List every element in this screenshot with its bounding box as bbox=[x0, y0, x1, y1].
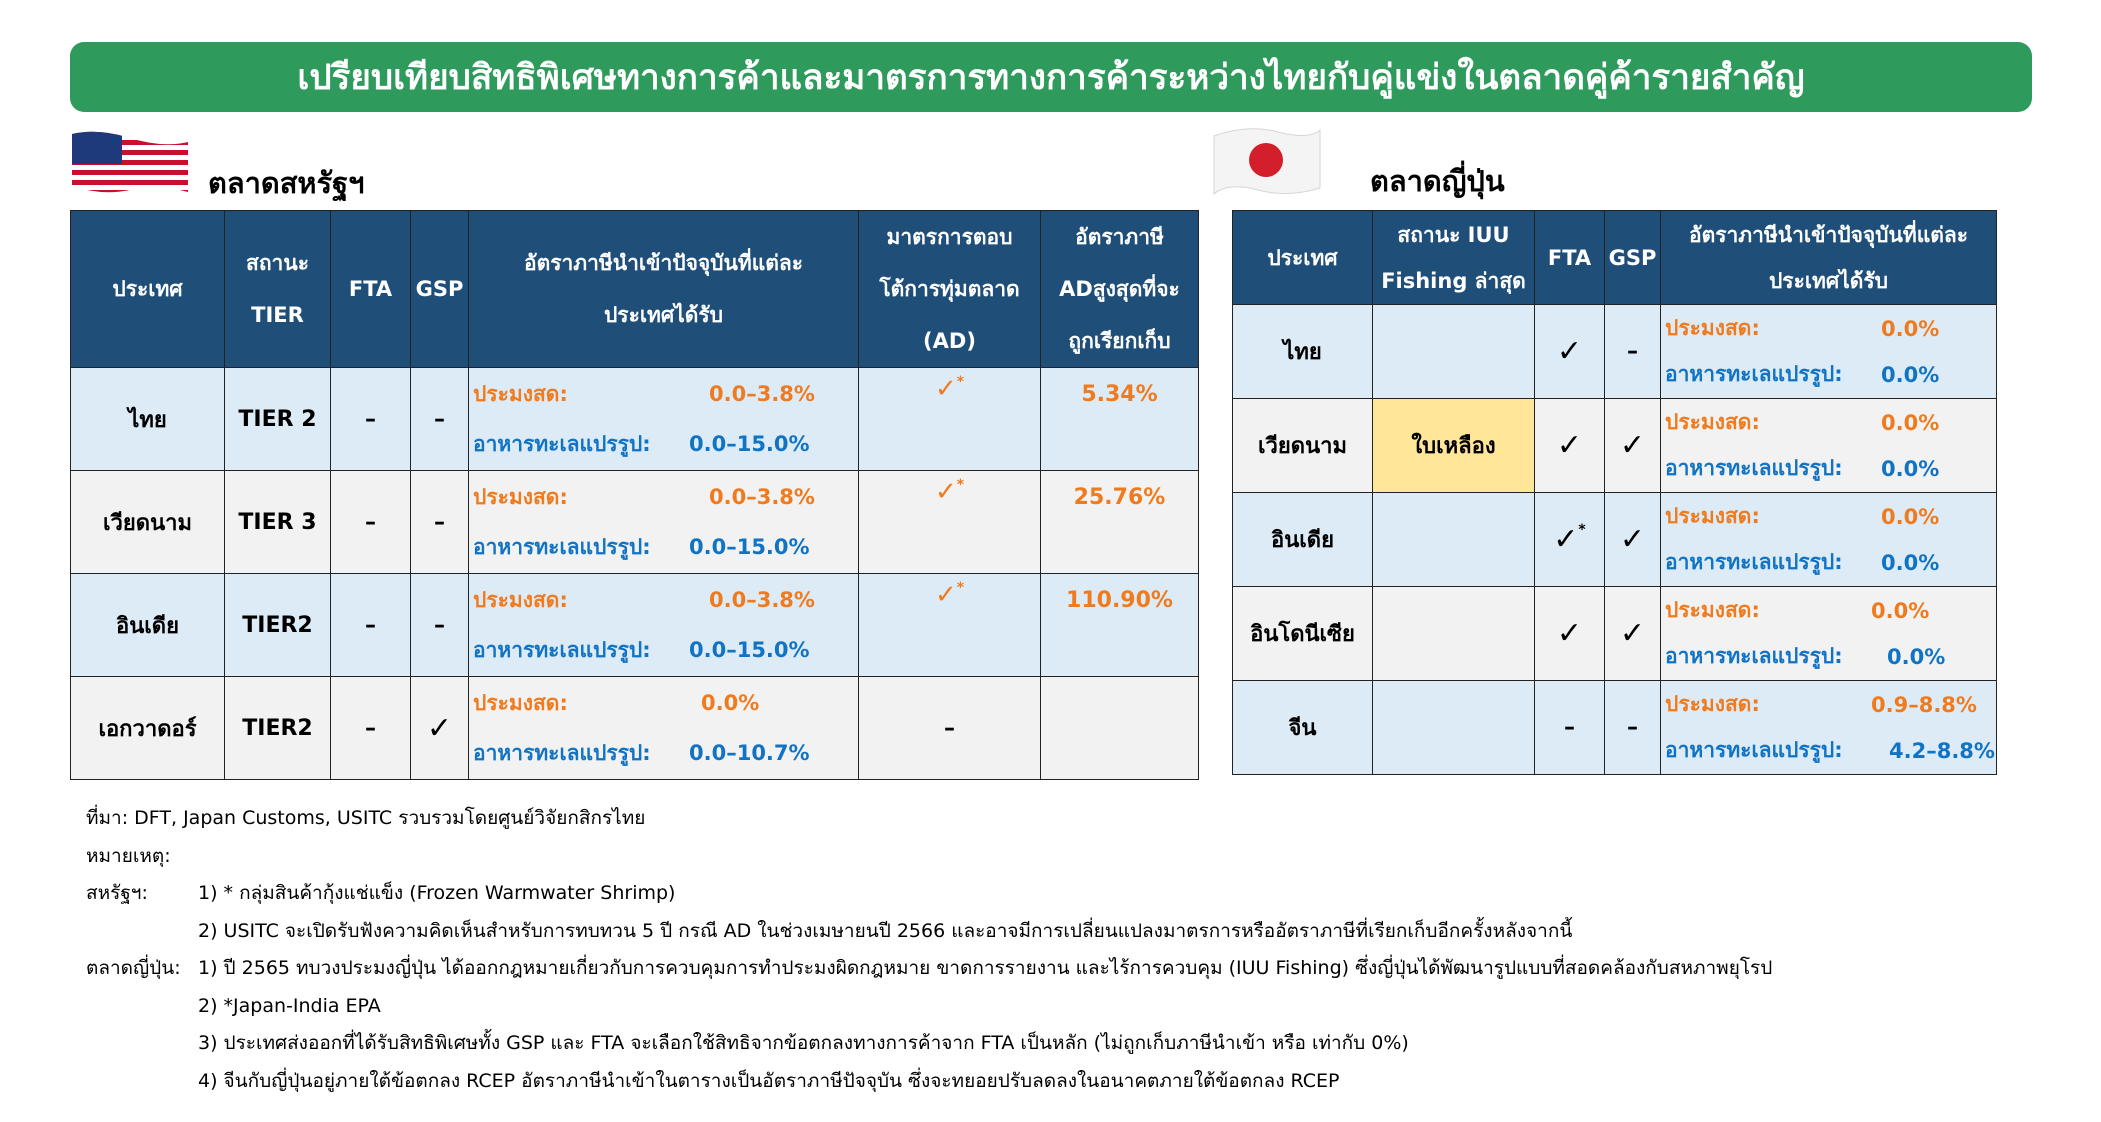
us-note-1: สหรัฐฯ: 1) * กลุ่มสินค้ากุ้งแช่แข็ง (Frozen Warmwater Shrimp) bbox=[86, 882, 676, 904]
country-name: อินเดีย bbox=[1233, 493, 1373, 587]
ad-max-rate: 25.76% bbox=[1041, 471, 1199, 574]
fta-status: – bbox=[331, 471, 411, 574]
fta-status: – bbox=[331, 368, 411, 471]
us-row-thailand bbox=[71, 368, 1199, 471]
fta-status: – bbox=[1535, 681, 1605, 775]
jp-header-fta: FTA bbox=[1535, 211, 1605, 305]
tariff-rates: ประมงสด: 0.0% อาหารทะเลแปรรูป: 0.0–10.7% bbox=[469, 677, 859, 780]
jp-row-china bbox=[1233, 681, 1997, 775]
ad-measure: ✓* bbox=[859, 574, 1041, 677]
jp-header-gsp: GSP bbox=[1605, 211, 1661, 305]
iuu-status bbox=[1373, 681, 1535, 775]
country-name: ไทย bbox=[71, 368, 225, 471]
fta-status: ✓ bbox=[1535, 305, 1605, 399]
us-header-country: ประเทศ bbox=[71, 211, 225, 368]
us-header-fta: FTA bbox=[331, 211, 411, 368]
us-comparison-table bbox=[70, 210, 1199, 780]
jp-row-thailand bbox=[1233, 305, 1997, 399]
fta-status: ✓ bbox=[1535, 399, 1605, 493]
tariff-rates: ประมงสด: 0.0–3.8% อาหารทะเลแปรรูป: 0.0–15.0% bbox=[469, 574, 859, 677]
gsp-status: – bbox=[411, 471, 469, 574]
us-market-title: ตลาดสหรัฐฯ bbox=[208, 166, 365, 200]
footnotes bbox=[86, 800, 1772, 1100]
us-header-rate: อัตราภาษีนำเข้าปัจจุบันที่แต่ละ ประเทศได้รับ bbox=[469, 211, 859, 368]
ad-max-rate: 110.90% bbox=[1041, 574, 1199, 677]
iuu-status: ใบเหลือง bbox=[1373, 399, 1535, 493]
country-name: อินโดนีเซีย bbox=[1233, 587, 1373, 681]
us-row-vietnam bbox=[71, 471, 1199, 574]
jp-note-3: 3) ประเทศส่งออกที่ได้รับสิทธิพิเศษทั้ง GSP และ FTA จะเลือกใช้สิทธิจากข้อตกลงทางการค้าจาก FTA เป็นหลัก (ไม่ถูกเก็บภาษีนำเข้า หรือ เท่ากับ 0%) bbox=[198, 1032, 1409, 1054]
japan-flag-icon bbox=[1208, 122, 1326, 202]
gsp-status: – bbox=[411, 368, 469, 471]
us-header-tier: สถานะ TIER bbox=[225, 211, 331, 368]
gsp-status: ✓ bbox=[1605, 587, 1661, 681]
jp-header-country: ประเทศ bbox=[1233, 211, 1373, 305]
tier-status: TIER 3 bbox=[225, 471, 331, 574]
remark-heading: หมายเหตุ: bbox=[86, 844, 171, 867]
jp-note-4: 4) จีนกับญี่ปุ่นอยู่ภายใต้ข้อตกลง RCEP อัตราภาษีนำเข้าในตารางเป็นอัตราภาษีปัจจุบัน ซึ่งจะทยอยปรับลดลงในอนาคตภายใต้ข้อตกลง RCEP bbox=[198, 1069, 1340, 1092]
fta-status: ✓ bbox=[1535, 587, 1605, 681]
us-row-india bbox=[71, 574, 1199, 677]
jp-note-2: 2) *Japan-India EPA bbox=[198, 994, 381, 1017]
japan-comparison-table bbox=[1232, 210, 1997, 775]
gsp-status: – bbox=[1605, 305, 1661, 399]
us-header-ad: มาตรการตอบ โต้การทุ่มตลาด (AD) bbox=[859, 211, 1041, 368]
source-note: ที่มา: DFT, Japan Customs, USITC รวบรวมโดยศูนย์วิจัยกสิกรไทย bbox=[86, 807, 646, 829]
gsp-status: – bbox=[411, 574, 469, 677]
country-name: เอกวาดอร์ bbox=[71, 677, 225, 780]
fta-status: – bbox=[331, 677, 411, 780]
tariff-rates: ประมงสด: 0.0% อาหารทะเลแปรรูป: 0.0% bbox=[1661, 399, 1997, 493]
country-name: ไทย bbox=[1233, 305, 1373, 399]
us-header-ad-max: อัตราภาษี ADสูงสุดที่จะ ถูกเรียกเก็บ bbox=[1041, 211, 1199, 368]
tier-status: TIER2 bbox=[225, 574, 331, 677]
country-name: อินเดีย bbox=[71, 574, 225, 677]
iuu-status bbox=[1373, 305, 1535, 399]
jp-row-indonesia bbox=[1233, 587, 1997, 681]
ad-measure: – bbox=[859, 677, 1041, 780]
jp-header-iuu: สถานะ IUU Fishing ล่าสุด bbox=[1373, 211, 1535, 305]
ad-max-rate bbox=[1041, 677, 1199, 780]
ad-max-rate: 5.34% bbox=[1041, 368, 1199, 471]
ad-measure: ✓* bbox=[859, 471, 1041, 574]
gsp-status: ✓ bbox=[1605, 493, 1661, 587]
iuu-status bbox=[1373, 587, 1535, 681]
us-header-gsp: GSP bbox=[411, 211, 469, 368]
tier-status: TIER 2 bbox=[225, 368, 331, 471]
tariff-rates: ประมงสด: 0.0–3.8% อาหารทะเลแปรรูป: 0.0–15.0% bbox=[469, 471, 859, 574]
gsp-status: – bbox=[1605, 681, 1661, 775]
jp-row-india bbox=[1233, 493, 1997, 587]
country-name: จีน bbox=[1233, 681, 1373, 775]
country-name: เวียดนาม bbox=[71, 471, 225, 574]
jp-header-rate: อัตราภาษีนำเข้าปัจจุบันที่แต่ละ ประเทศได้รับ bbox=[1661, 211, 1997, 305]
fta-status: ✓* bbox=[1535, 493, 1605, 587]
jp-row-vietnam bbox=[1233, 399, 1997, 493]
page-title: เปรียบเทียบสิทธิพิเศษทางการค้าและมาตรการทางการค้าระหว่างไทยกับคู่แข่งในตลาดคู่ค้ารายสำคัญ bbox=[297, 57, 1805, 98]
tariff-rates: ประมงสด: 0.0% อาหารทะเลแปรรูป: 0.0% bbox=[1661, 493, 1997, 587]
gsp-status: ✓ bbox=[1605, 399, 1661, 493]
tariff-rates: ประมงสด: 0.9–8.8% อาหารทะเลแปรรูป: 4.2–8.8% bbox=[1661, 681, 1997, 775]
tariff-rates: ประมงสด: 0.0–3.8% อาหารทะเลแปรรูป: 0.0–15.0% bbox=[469, 368, 859, 471]
country-name: เวียดนาม bbox=[1233, 399, 1373, 493]
us-row-ecuador bbox=[71, 677, 1199, 780]
fta-status: – bbox=[331, 574, 411, 677]
title-banner bbox=[70, 42, 2032, 112]
gsp-status: ✓ bbox=[411, 677, 469, 780]
tariff-rates: ประมงสด: 0.0% อาหารทะเลแปรรูป: 0.0% bbox=[1661, 305, 1997, 399]
jp-note-1: ตลาดญี่ปุ่น: 1) ปี 2565 ทบวงประมงญี่ปุ่น ได้ออกกฎหมายเกี่ยวกับการควบคุมการทำประมงผิดกฎหมาย ขาดการรายงาน และไร้การควบคุม (IUU Fishing) ซึ่งญี่ปุ่นได้พัฒนารูปแบบที่สอดคล้องกับสหภาพยุโรป bbox=[86, 957, 1773, 979]
tier-status: TIER2 bbox=[225, 677, 331, 780]
japan-market-title: ตลาดญี่ปุ่น bbox=[1370, 164, 1505, 198]
ad-measure: ✓* bbox=[859, 368, 1041, 471]
us-flag-icon bbox=[68, 128, 192, 198]
iuu-status bbox=[1373, 493, 1535, 587]
us-note-2: 2) USITC จะเปิดรับฟังความคิดเห็นสำหรับการทบทวน 5 ปี กรณี AD ในช่วงเมษายนปี 2566 และอาจมีการเปลี่ยนแปลงมาตรการหรืออัตราภาษีที่เรียกเก็บอีกครั้งหลังจากนี้ bbox=[198, 919, 1573, 942]
tariff-rates: ประมงสด: 0.0% อาหารทะเลแปรรูป: 0.0% bbox=[1661, 587, 1997, 681]
